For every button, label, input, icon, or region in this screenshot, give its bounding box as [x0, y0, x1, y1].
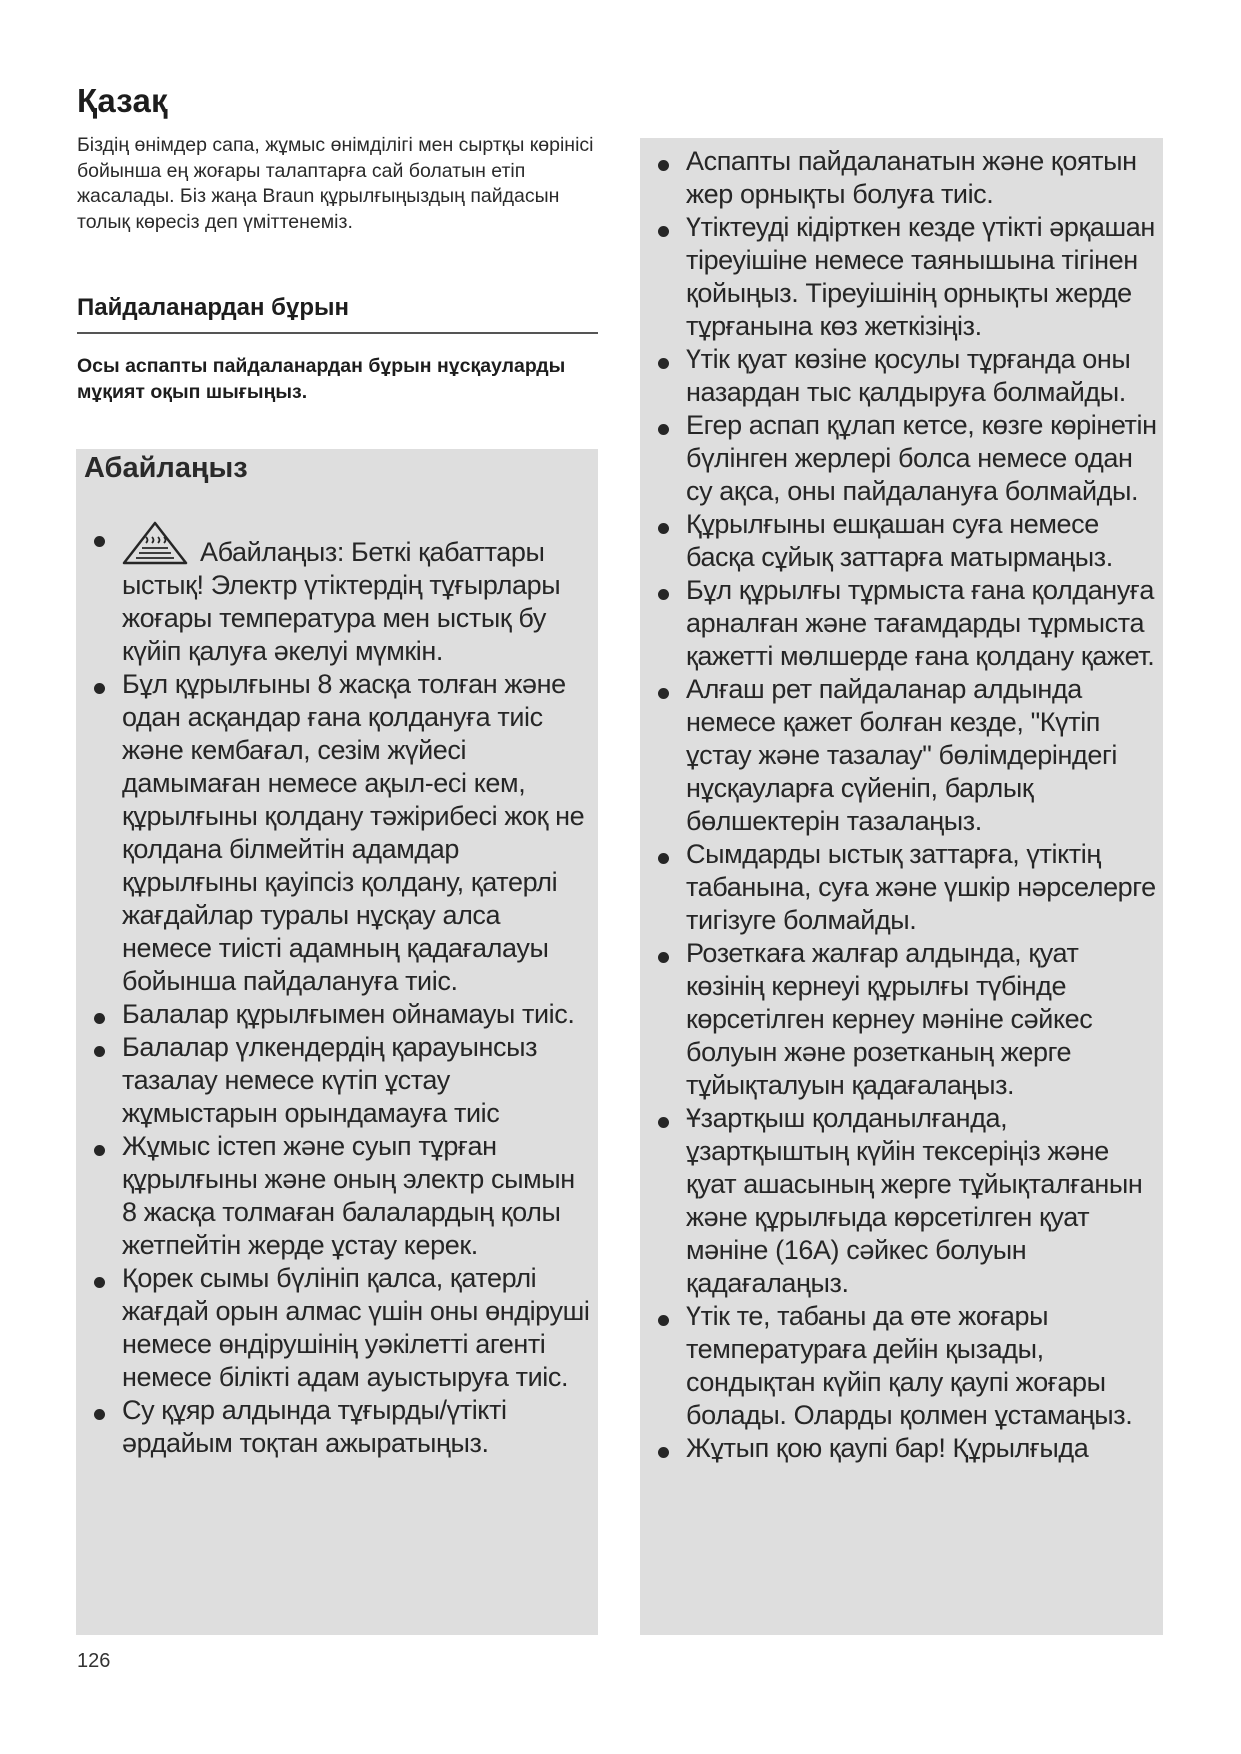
list-item-text: Үтіктеуді кідірткен кезде үтікті әрқашан тіреуішіне немесе таянышына тігінен қойыңыз. Тіреуішінің орнықты жерде тұрғанына көз жеткізіңіз.	[686, 212, 1155, 341]
list-item	[650, 508, 1162, 574]
list-item-text: Сымдарды ыстық заттарға, үтіктің табанына, суға және үшкір нәрселерге тигізуге болмайды.	[686, 839, 1156, 935]
list-item-text: Балалар үлкендердің қарауынсыз тазалау немесе күтіп ұстау жұмыстарын орындамауға тиіс	[122, 1032, 538, 1128]
list-item	[650, 937, 1162, 1102]
bullet-icon	[658, 523, 669, 534]
page-number: 126	[77, 1650, 111, 1672]
list-item	[86, 1031, 596, 1130]
list-item-text: Ұзартқыш қолданылғанда, ұзартқыштың күйін тексеріңіз және қуат ашасының жерге тұйықталғанын және құрылғыда көрсетілген қуат мәніне (16А) сәйкес болуын қадағалаңыз.	[686, 1103, 1143, 1298]
list-item-text: Бұл құрылғы тұрмыста ғана қолдануға арналған және тағамдарды тұрмыста қажетті мөлшерде ғана қолдану қажет.	[686, 575, 1155, 671]
list-item-text: Бұл құрылғыны 8 жасқа толған және одан асқандар ғана қолдануға тиіс және кембағал, сезім жүйесі дамымаған немесе ақыл-есі кем, құрылғыны қолдану тәжірибесі жоқ не қолдана білмейтін адамдар құрылғыны қауіпсіз қолдану, қатерлі жағдайлар туралы нұсқау алса немесе тиісті адамның қадағалауы бойынша пайдалануға тиіс.	[122, 669, 585, 996]
list-item	[650, 343, 1162, 409]
bullet-icon	[658, 1315, 669, 1326]
warning-list-left	[86, 521, 596, 1460]
list-item	[86, 1130, 596, 1262]
list-item	[650, 838, 1162, 937]
section-note: Осы аспапты пайдаланардан бұрын нұсқауларды мұқият оқып шығыңыз.	[77, 355, 566, 403]
page-title: Қазақ	[77, 82, 168, 119]
list-item-text: Аспапты пайдаланатын және қоятын жер орнықты болуға тиіс.	[686, 146, 1137, 209]
section-title: Пайдаланардан бұрын	[77, 294, 350, 321]
section-divider	[77, 332, 598, 334]
bullet-icon	[94, 1013, 105, 1024]
list-item	[86, 998, 596, 1031]
list-item	[650, 211, 1162, 343]
list-item-text: Егер аспап құлап кетсе, көзге көрінетін бүлінген жерлері болса немесе одан су ақса, оны пайдалануға болмайды.	[686, 410, 1157, 506]
list-item-text: Су құяр алдында тұғырды/үтікті әрдайым тоқтан ажыратыңыз.	[122, 1395, 507, 1458]
list-item-text: Құрылғыны ешқашан суға немесе басқа сұйық заттарға матырмаңыз.	[686, 509, 1113, 572]
list-item	[650, 1300, 1162, 1432]
bullet-icon	[658, 853, 669, 864]
bullet-icon	[94, 683, 105, 694]
list-item-text: Розеткаға жалғар алдында, қуат көзінің кернеуі құрылғы түбінде көрсетілген кернеу мәніне сәйкес болуын және розетканың жерге тұйықталуын қадағалаңыз.	[686, 938, 1093, 1100]
list-item-text: Алғаш рет пайдаланар алдында немесе қажет болған кезде, "Күтіп ұстау және тазалау" бөлімдеріндегі нұсқауларға сүйеніп, барлық бөлшектерін тазалаңыз.	[686, 674, 1118, 836]
bullet-icon	[94, 536, 105, 547]
bullet-icon	[658, 952, 669, 963]
list-item	[650, 574, 1162, 673]
warning-title: Абайлаңыз	[84, 452, 248, 484]
list-item-text: Жұтып қою қаупі бар! Құрылғыда	[686, 1433, 1089, 1463]
list-item-text: Балалар құрылғымен ойнамауы тиіс.	[122, 999, 575, 1029]
bullet-icon	[658, 424, 669, 435]
list-item	[650, 409, 1162, 508]
list-item	[650, 1432, 1162, 1465]
list-item	[86, 521, 596, 668]
bullet-icon	[658, 160, 669, 171]
bullet-icon	[658, 589, 669, 600]
bullet-icon	[94, 1046, 105, 1057]
bullet-icon	[94, 1409, 105, 1420]
intro-paragraph: Біздің өнімдер сапа, жұмыс өнімділігі мен сыртқы көрінісі бойынша ең жоғары талаптарға сай болатын етіп жасалады. Біз жаңа Braun құрылғыңыздың пайдасын толық көресіз деп үміттенеміз.	[77, 134, 594, 233]
bullet-icon	[94, 1145, 105, 1156]
warning-list-right	[650, 145, 1162, 1465]
list-item	[86, 1394, 596, 1460]
hot-surface-warning-icon	[122, 521, 188, 565]
bullet-icon	[658, 688, 669, 699]
list-item	[650, 1102, 1162, 1300]
list-item	[86, 668, 596, 998]
list-item-text: Абайлаңыз: Беткі қабаттары ыстық! Электр үтіктердің тұғырлары жоғары температура мен ыстық бу күйіп қалуға әкелуі мүмкін.	[122, 537, 561, 666]
list-item	[86, 1262, 596, 1394]
bullet-icon	[94, 1277, 105, 1288]
list-item-text: Үтік қуат көзіне қосулы тұрғанда оны назардан тыс қалдыруға болмайды.	[686, 344, 1131, 407]
list-item	[650, 673, 1162, 838]
list-item	[650, 145, 1162, 211]
bullet-icon	[658, 226, 669, 237]
list-item-text: Үтік те, табаны да өте жоғары температураға дейін қызады, сондықтан күйіп қалу қаупі жоғары болады. Оларды қолмен ұстамаңыз.	[686, 1301, 1133, 1430]
bullet-icon	[658, 1117, 669, 1128]
list-item-text: Қорек сымы бүлініп қалса, қатерлі жағдай орын алмас үшін оны өндіруші немесе өндірушінің уәкілетті агенті немесе білікті адам ауыстыруға тиіс.	[122, 1263, 590, 1392]
list-item-text: Жұмыс істеп және суып тұрған құрылғыны және оның электр сымын 8 жасқа толмаған балалардың қолы жетпейтін жерде ұстау керек.	[122, 1131, 575, 1260]
bullet-icon	[658, 1447, 669, 1458]
bullet-icon	[658, 358, 669, 369]
